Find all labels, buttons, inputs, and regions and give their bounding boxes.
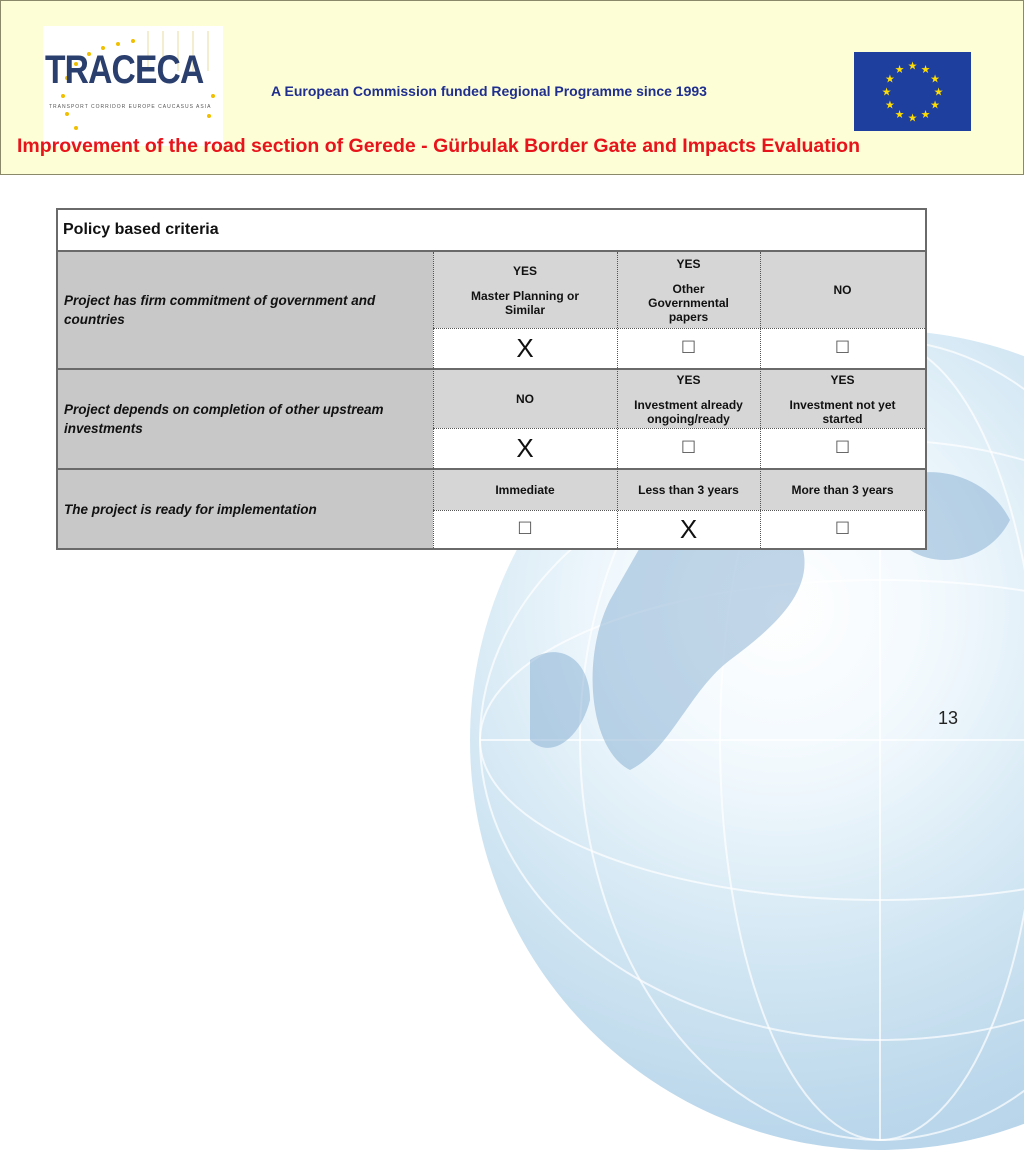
eu-star-icon: ★ [933, 86, 944, 99]
criterion-commitment: Project has firm commitment of government and countries [58, 252, 433, 368]
option-less-3-years [617, 470, 760, 510]
mark-cell: X [433, 428, 617, 468]
eu-star-icon: ★ [920, 63, 931, 76]
option-no-commitment [760, 252, 925, 328]
checkbox-icon: ☐ [617, 328, 760, 368]
option-investment-not-started [760, 370, 925, 428]
option-label: YES [512, 263, 537, 278]
checkbox-icon: ☐ [760, 328, 925, 368]
checkbox-icon: ☐ [760, 510, 925, 548]
criteria-table [56, 208, 927, 550]
funded-text: A European Commission funded Regional Programme since 1993 [271, 83, 707, 99]
option-label: NO [833, 283, 852, 297]
page-title: Improvement of the road section of Gerede - Gürbulak Border Gate and Impacts Evaluation [17, 135, 861, 157]
checkbox-icon: ☐ [617, 428, 760, 468]
option-master-planning [433, 252, 617, 328]
criterion-upstream: Project depends on completion of other upstream investments [58, 370, 433, 468]
logo-subtext: TRANSPORT CORRIDOR EUROPE CAUCASUS ASIA [49, 104, 212, 110]
eu-star-icon: ★ [881, 86, 892, 99]
checkbox-icon: ☐ [760, 428, 925, 468]
eu-star-icon: ★ [894, 63, 905, 76]
option-label: YES [830, 372, 855, 387]
eu-star-icon: ★ [885, 73, 895, 86]
eu-star-icon: ★ [920, 109, 931, 122]
option-no-dependency [433, 370, 617, 428]
eu-star-icon: ★ [885, 99, 895, 112]
option-label: More than 3 years [791, 483, 894, 497]
eu-star-icon: ★ [930, 99, 940, 112]
page-number: 13 [938, 708, 959, 728]
option-label: YES [676, 372, 701, 387]
logo-text: TRACECA [45, 48, 204, 92]
eu-star-icon: ★ [930, 73, 940, 86]
option-label: Immediate [495, 483, 555, 497]
option-more-3-years [760, 470, 925, 510]
checkbox-icon: ☐ [433, 510, 617, 548]
traceca-logo [43, 26, 223, 146]
option-label: NO [516, 392, 534, 406]
option-other-papers [617, 252, 760, 328]
mark-cell: X [433, 328, 617, 368]
option-label: YES [676, 256, 701, 271]
option-investment-ongoing [617, 370, 760, 428]
table-heading: Policy based criteria [63, 221, 219, 238]
mark-cell: X [617, 510, 760, 548]
eu-star-icon: ★ [894, 109, 905, 122]
option-detail: Master Planning or Similar [470, 288, 580, 317]
option-detail: Other Governmental papers [648, 281, 729, 324]
option-immediate [433, 470, 617, 510]
criterion-readiness: The project is ready for implementation [58, 470, 433, 548]
option-detail: Investment already ongoing/ready [634, 397, 743, 426]
eu-star-icon: ★ [907, 112, 918, 125]
eu-flag-icon [854, 52, 971, 131]
option-label: Less than 3 years [638, 483, 739, 497]
header-banner [0, 0, 1024, 175]
eu-star-icon: ★ [907, 60, 918, 73]
option-detail: Investment not yet started [789, 397, 896, 426]
